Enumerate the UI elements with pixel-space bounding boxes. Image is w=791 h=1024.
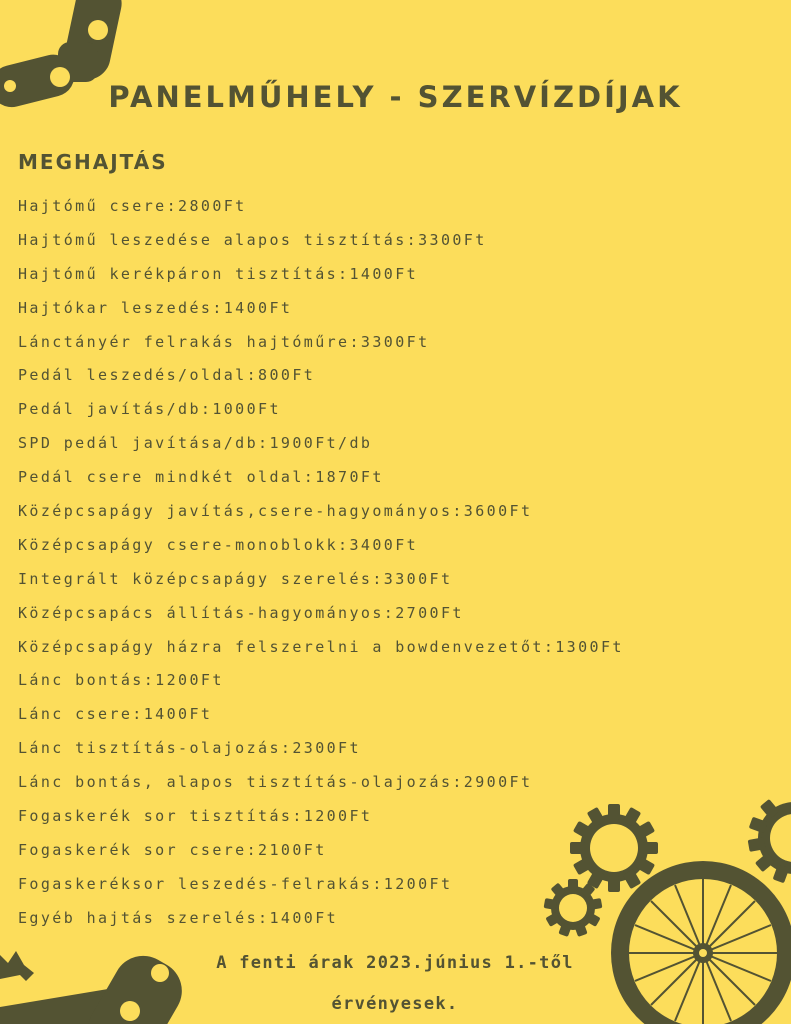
list-item: Egyéb hajtás szerelés:1400Ft [18, 908, 339, 927]
list-item: Középcsapágy csere-monoblokk:3400Ft [18, 535, 419, 554]
list-item: Középcsapács állítás-hagyományos:2700Ft [18, 603, 464, 622]
list-item: Fogaskerék sor tisztítás:1200Ft [18, 807, 373, 826]
list-item: Hajtókar leszedés:1400Ft [18, 298, 293, 317]
section-title: MEGHAJTÁS [18, 150, 168, 174]
crank-arm-icon [0, 935, 190, 1024]
list-item: Fogaskeréksor leszedés-felrakás:1200Ft [18, 874, 453, 893]
list-item: Hajtómű kerékpáron tisztítás:1400Ft [18, 264, 419, 283]
list-item: Pedál leszedés/oldal:800Ft [18, 366, 316, 385]
list-item: SPD pedál javítása/db:1900Ft/db [18, 434, 373, 453]
list-item: Lánctányér felrakás hajtóműre:3300Ft [18, 332, 430, 351]
validity-note-line2: érvényesek. [331, 994, 459, 1014]
gears-wheel-icon [530, 780, 791, 1024]
list-item: Pedál csere mindkét oldal:1870Ft [18, 468, 384, 487]
list-item: Középcsapágy javítás,csere-hagyományos:3600Ft [18, 502, 533, 521]
validity-note-line1: A fenti árak 2023.június 1.-től [216, 953, 574, 973]
list-item: Középcsapágy házra felszerelni a bowdenvezetőt:1300Ft [18, 637, 624, 656]
list-item: Hajtómű csere:2800Ft [18, 197, 247, 215]
list-item: Hajtómű leszedése alapos tisztítás:3300Ft [18, 230, 487, 249]
list-item: Lánc tisztítás-olajozás:2300Ft [18, 739, 361, 758]
page-title: PANELMŰHELY - SZERVÍZDÍJAK [108, 80, 683, 114]
list-item: Integrált középcsapágy szerelés:3300Ft [18, 569, 453, 588]
list-item: Lánc csere:1400Ft [18, 705, 213, 724]
list-item: Fogaskerék sor csere:2100Ft [18, 840, 327, 859]
list-item: Pedál javítás/db:1000Ft [18, 400, 281, 419]
list-item: Lánc bontás:1200Ft [18, 671, 224, 690]
list-item: Lánc bontás, alapos tisztítás-olajozás:2900Ft [18, 773, 533, 792]
